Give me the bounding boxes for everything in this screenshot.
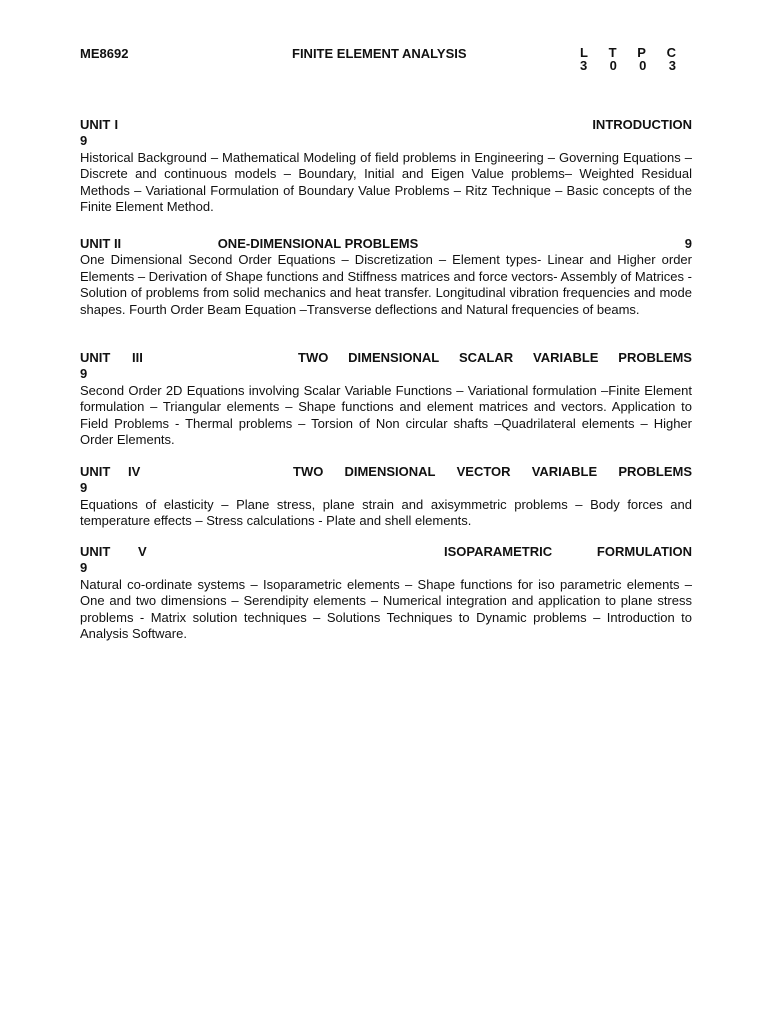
unit-3-label-word-2: III — [132, 350, 143, 365]
unit-3-name-word-2: DIMENSIONAL — [348, 350, 440, 365]
ltpc-value-l: 3 — [580, 58, 588, 73]
unit-2-name: ONE-DIMENSIONAL PROBLEMS — [217, 236, 419, 251]
unit-3-name — [298, 350, 692, 366]
ltpc-labels — [580, 46, 676, 59]
unit-4-name-word-5: PROBLEMS — [618, 464, 692, 479]
unit-4-name — [293, 464, 692, 480]
unit-3-hours: 9 — [80, 366, 88, 382]
ltpc-value-t: 0 — [609, 58, 617, 73]
ltpc-value-c: 3 — [668, 58, 676, 73]
unit-4-label-word-2: IV — [128, 464, 141, 479]
unit-4-content: Equations of elasticity – Plane stress, plane strain and axisymmetric problems – Body forces and temperature effects – Stress calculations - Plate and shell elements. — [80, 496, 692, 529]
unit-3-name-word-1: TWO — [298, 350, 329, 365]
unit-4-hours: 9 — [80, 480, 88, 496]
unit-4-name-word-3: VECTOR — [456, 464, 511, 479]
unit-2-heading — [80, 236, 692, 252]
ltpc-label-l: L — [580, 45, 588, 60]
unit-4-label-word-1: UNIT — [80, 464, 111, 479]
unit-2-content: One Dimensional Second Order Equations – Discretization – Element types- Linear and Higher order Elements – Derivation of Shape functions and Stiffness matrices and force vectors- Assembly of Matrices - Solution of problems from solid mechanics and heat transfer. Longitudinal vibration frequencies and mode shapes. Fourth Order Beam Equation –Transverse deflections and Natural frequencies of beams. — [80, 252, 692, 317]
unit-5-label-word-1: UNIT — [80, 544, 111, 559]
unit-3-heading — [80, 350, 692, 366]
unit-3-content: Second Order 2D Equations involving Scalar Variable Functions – Variational formulation –Finite Element formulation – Triangular elements – Shape functions and element matrices and vectors. Application to Field Problems - Thermal problems – Torsion of Non circular shafts –Quadrilateral elements – Higher Order Elements. — [80, 382, 692, 447]
unit-5-name-word-2: FORMULATION — [596, 544, 692, 559]
ltpc-label-c: C — [666, 45, 676, 60]
ltpc-credits — [580, 46, 676, 72]
unit-4-name-word-4: VARIABLE — [531, 464, 598, 479]
unit-4 — [80, 464, 692, 530]
unit-5 — [80, 544, 692, 642]
unit-2-hours: 9 — [684, 236, 692, 251]
unit-3-name-word-4: VARIABLE — [532, 350, 599, 365]
course-code: ME8692 — [80, 46, 129, 61]
unit-3-label-word-1: UNIT — [80, 350, 111, 365]
unit-1 — [80, 117, 692, 215]
unit-5-label-word-2: V — [138, 544, 147, 559]
unit-3 — [80, 350, 692, 448]
ltpc-label-p: P — [637, 45, 646, 60]
unit-1-content: Historical Background – Mathematical Modeling of field problems in Engineering – Governing Equations – Discrete and continuous models – Boundary, Initial and Eigen Value problems– Weighted Residual Methods – Variational Formulation of Boundary Value Problems – Ritz Technique – Basic concepts of the Finite Element Method. — [80, 149, 692, 214]
unit-3-name-word-3: SCALAR — [458, 350, 514, 365]
unit-5-name — [444, 544, 692, 560]
unit-1-label-word-1: UNIT — [80, 117, 111, 132]
unit-2-label: UNIT II — [80, 236, 122, 251]
ltpc-value-p: 0 — [639, 58, 647, 73]
unit-1-hours: 9 — [80, 133, 88, 149]
unit-5-content: Natural co-ordinate systems – Isoparametric elements – Shape functions for iso parametric elements – One and two dimensions – Serendipity elements – Numerical integration and application to plane stress problems - Matrix solution techniques – Solutions Techniques to Dynamic problems – Introduction to Analysis Software. — [80, 576, 692, 641]
unit-5-name-word-1: ISOPARAMETRIC — [444, 544, 553, 559]
ltpc-values — [580, 59, 676, 72]
unit-4-name-word-2: DIMENSIONAL — [344, 464, 436, 479]
unit-4-name-word-1: TWO — [293, 464, 324, 479]
unit-5-hours: 9 — [80, 560, 88, 576]
unit-1-heading — [80, 117, 692, 133]
ltpc-label-t: T — [608, 45, 617, 60]
unit-2 — [80, 236, 692, 318]
course-title: FINITE ELEMENT ANALYSIS — [292, 46, 467, 61]
unit-1-label-word-2: I — [114, 117, 119, 132]
unit-3-name-word-5: PROBLEMS — [618, 350, 692, 365]
unit-4-heading — [80, 464, 692, 480]
unit-1-name: INTRODUCTION — [592, 117, 692, 132]
unit-5-heading — [80, 544, 692, 560]
